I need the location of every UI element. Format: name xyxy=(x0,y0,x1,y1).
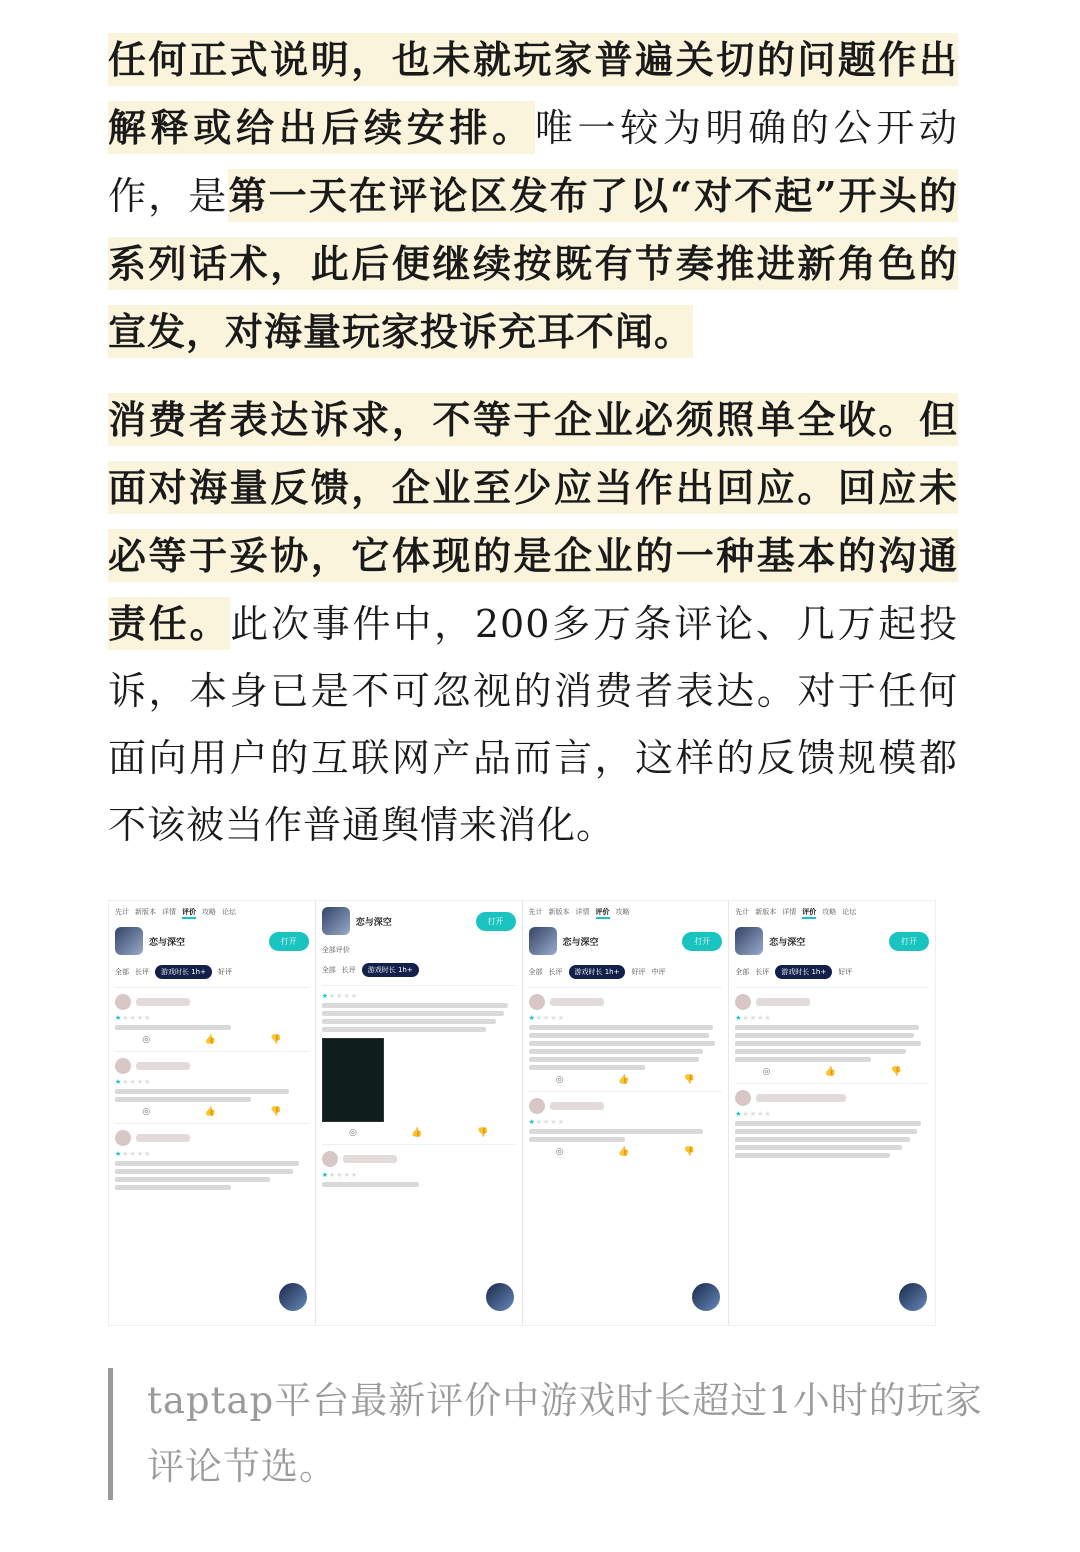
plain-2: 此次事件中，200多万条评论、几万起投诉，本身已是不可忽视的消费者表达。对于任何面向用户的互联网产品而言，这样的反馈规模都不该被当作普通舆情来消化。 xyxy=(108,602,958,847)
tab: 详情 xyxy=(575,908,590,916)
app-header xyxy=(529,927,723,955)
paragraph-1 xyxy=(108,26,958,366)
review-item: ★★★★★ ◎ 👍 👎 xyxy=(735,987,929,1083)
app-icon xyxy=(115,927,143,955)
app-icon xyxy=(735,927,763,955)
paragraph-2 xyxy=(108,386,958,859)
review-item: ★★★★★ ◎ 👍 👎 xyxy=(529,1091,723,1163)
review-image xyxy=(322,1038,384,1122)
filter-active: 游戏时长 1h+ xyxy=(362,963,419,977)
tab: 先计 xyxy=(115,908,129,916)
review-actions xyxy=(115,1035,309,1045)
screenshot-collage[interactable] xyxy=(108,900,936,1326)
open-button: 打开 xyxy=(682,932,722,951)
app-header xyxy=(322,907,516,935)
tab: 论坛 xyxy=(842,908,857,916)
phone-screenshot-4 xyxy=(729,901,935,1325)
phone-screenshot-2 xyxy=(316,901,523,1325)
filter: 全部 xyxy=(528,968,543,976)
tab: 论坛 xyxy=(222,908,236,916)
filter: 长评 xyxy=(755,968,770,976)
open-button: 打开 xyxy=(889,932,929,951)
star-rating: ★★★★★ xyxy=(115,1014,152,1022)
floating-avatar xyxy=(277,1281,309,1313)
review-item: ★★★★★ ◎ 👍 👎 xyxy=(115,1051,309,1123)
app-name: 恋与深空 xyxy=(562,937,599,948)
open-button: 打开 xyxy=(476,912,516,931)
tab-bar xyxy=(115,907,309,919)
app-icon xyxy=(322,907,350,935)
app-header xyxy=(115,927,309,955)
article-body xyxy=(108,26,958,859)
highlight-2: 消费者表达诉求，不等于企业必须照单全收。但面对海量反馈，企业至少应当作出回应。回应未必等于妥协，它体现的是企业的一种基本的沟通责任。 xyxy=(108,393,958,650)
thumbs-up-icon: 👍 xyxy=(204,1035,216,1045)
tab: 先计 xyxy=(735,908,750,916)
tab-active: 评价 xyxy=(182,907,196,919)
review-item: ★★★★★ xyxy=(115,1123,309,1199)
highlight-1b: 第一天在评论区发布了以“对不起”开头的系列话术，此后便继续按既有节奏推进新角色的宣发，对海量玩家投诉充耳不闻。 xyxy=(108,169,958,358)
review-item: ★★★★★ xyxy=(322,1144,516,1196)
plain-1: 唯一较为明确的公开动作，是 xyxy=(108,106,958,218)
highlight-1a: 任何正式说明，也未就玩家普遍关切的问题作出解释或给出后续安排。 xyxy=(108,33,958,154)
section-label: 全部评价 xyxy=(321,946,350,954)
floating-avatar xyxy=(690,1281,722,1313)
tab: 新版本 xyxy=(548,908,570,916)
filter: 好评 xyxy=(631,968,646,976)
filter-row xyxy=(115,965,309,979)
review-item: ★★★★★ xyxy=(735,1083,929,1167)
comment-icon: ◎ xyxy=(142,1035,151,1045)
filter-active: 游戏时长 1h+ xyxy=(775,965,832,979)
tab-active: 评价 xyxy=(802,907,816,919)
tab: 攻略 xyxy=(615,908,630,916)
review-item: ★★★★★ ◎ 👍 👎 xyxy=(322,985,516,1144)
tab: 新版本 xyxy=(135,908,156,916)
filter: 好评 xyxy=(217,968,232,976)
floating-avatar xyxy=(484,1281,516,1313)
review-item xyxy=(115,987,309,1051)
floating-avatar xyxy=(897,1281,929,1313)
phone-screenshot-1 xyxy=(109,901,316,1325)
phone-screenshot-3 xyxy=(523,901,730,1325)
filter-row xyxy=(322,945,516,955)
filter: 全部 xyxy=(115,968,129,976)
image-caption: taptap平台最新评价中游戏时长超过1小时的玩家评论节选。 xyxy=(108,1368,987,1500)
filter-row-2 xyxy=(322,963,516,977)
tab-active: 评价 xyxy=(596,907,610,919)
app-icon xyxy=(529,927,557,955)
tab: 详情 xyxy=(782,908,797,916)
tab: 攻略 xyxy=(822,908,837,916)
tab-bar xyxy=(735,907,929,919)
filter: 长评 xyxy=(341,966,356,974)
app-name: 恋与深空 xyxy=(355,917,392,928)
filter: 全部 xyxy=(735,968,750,976)
filter: 好评 xyxy=(838,968,853,976)
filter-row xyxy=(529,965,723,979)
open-button: 打开 xyxy=(269,932,309,951)
filter-active: 游戏时长 1h+ xyxy=(569,965,626,979)
tab-bar xyxy=(529,907,723,919)
tab: 详情 xyxy=(162,908,176,916)
tab: 新版本 xyxy=(755,908,777,916)
app-name: 恋与深空 xyxy=(769,937,806,948)
tab: 攻略 xyxy=(202,908,216,916)
tab: 先计 xyxy=(528,908,543,916)
filter: 长评 xyxy=(548,968,563,976)
filter: 长评 xyxy=(135,968,149,976)
app-name: 恋与深空 xyxy=(149,937,186,948)
app-header xyxy=(735,927,929,955)
review-item: ★★★★★ ◎ 👍 👎 xyxy=(529,987,723,1091)
avatar xyxy=(115,994,131,1010)
thumbs-down-icon: 👎 xyxy=(270,1035,282,1045)
filter: 中评 xyxy=(651,968,666,976)
filter-active: 游戏时长 1h+ xyxy=(155,965,212,979)
filter: 全部 xyxy=(321,966,336,974)
filter-row xyxy=(735,965,929,979)
